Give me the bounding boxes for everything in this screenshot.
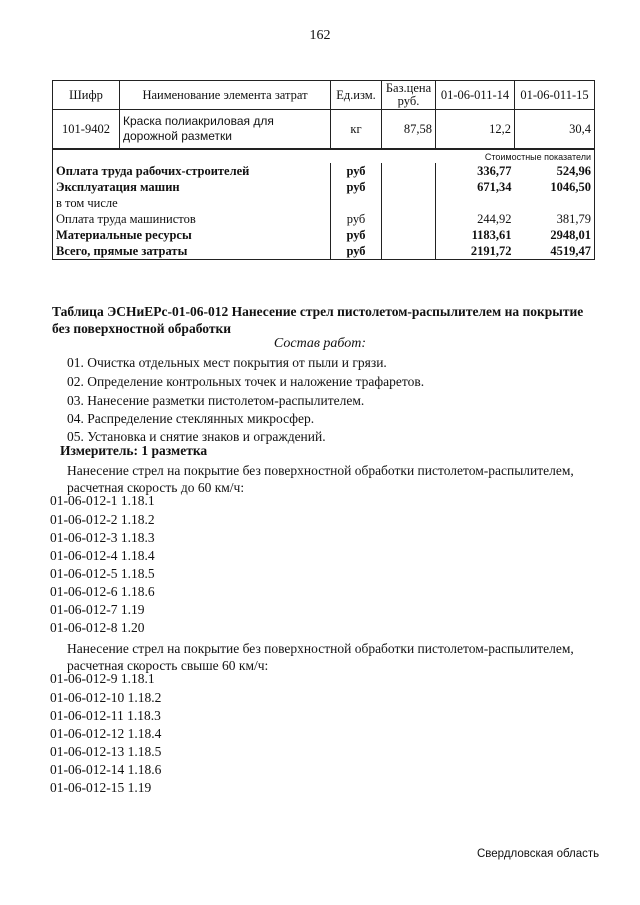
work-item: 02. Определение контрольных точек и наложение трафаретов. xyxy=(67,374,425,389)
header-name: Наименование элемента затрат xyxy=(120,81,331,110)
summary-label: Всего, прямые затраты xyxy=(53,243,331,260)
material-code: 101-9402 xyxy=(53,110,120,150)
group2-description: Нанесение стрел на покрытие без поверхностной обработки пистолетом-распылителем, расчетная скорость свыше 60 км/ч: xyxy=(67,641,574,673)
summary-v1: 671,34 xyxy=(477,179,512,194)
summary-label: Эксплуатация машин xyxy=(53,179,331,195)
summary-label: Оплата труда машинистов xyxy=(53,211,331,227)
code-line: 01-06-012-3 1.18.3 xyxy=(50,530,155,545)
summary-unit: руб xyxy=(331,211,382,227)
header-col1: 01-06-011-14 xyxy=(436,81,515,110)
summary-v1: 336,77 xyxy=(477,163,512,178)
summary-v1 xyxy=(436,195,515,211)
code-line: 01-06-012-1 1.18.1 xyxy=(50,493,155,508)
summary-v1: 244,92 xyxy=(477,211,512,226)
section-title: Таблица ЭСНиЕРс-01-06-012 Нанесение стрел пистолетом-распылителем на покрытие без поверхностной обработки xyxy=(52,304,584,336)
material-v2: 30,4 xyxy=(515,110,595,150)
summary-row xyxy=(53,195,595,211)
group1-description: Нанесение стрел на покрытие без поверхностной обработки пистолетом-распылителем, расчетная скорость до 60 км/ч: xyxy=(67,463,574,495)
summary-v2: 2948,01 xyxy=(515,227,595,243)
work-item: 04. Распределение стеклянных микросфер. xyxy=(67,411,315,426)
summary-row xyxy=(53,163,595,179)
work-item: 03. Нанесение разметки пистолетом-распылителем. xyxy=(67,393,365,408)
cost-table xyxy=(52,80,595,260)
summary-unit: руб xyxy=(331,227,382,243)
summary-row xyxy=(53,227,595,243)
table-header-row xyxy=(53,81,595,110)
summary-unit: руб xyxy=(331,163,382,179)
cost-label-row xyxy=(53,149,595,163)
material-v1: 12,2 xyxy=(436,110,515,150)
summary-v2: 4519,47 xyxy=(515,243,595,260)
work-item: 05. Установка и снятие знаков и ограждений. xyxy=(67,429,326,444)
material-price: 87,58 xyxy=(382,110,436,150)
summary-label: в том числе xyxy=(53,195,331,211)
cost-label: Стоимостные показатели xyxy=(53,149,595,163)
summary-unit: руб xyxy=(331,179,382,195)
work-item: 01. Очистка отдельных мест покрытия от пыли и грязи. xyxy=(67,355,387,370)
code-line: 01-06-012-15 1.19 xyxy=(50,780,152,795)
summary-label: Оплата труда рабочих-строителей xyxy=(53,163,331,179)
header-unit: Ед.изм. xyxy=(331,81,382,110)
unit-line: Измеритель: 1 разметка xyxy=(60,443,208,458)
summary-unit xyxy=(331,195,382,211)
summary-row xyxy=(53,179,595,195)
material-row xyxy=(53,110,595,150)
code-line: 01-06-012-14 1.18.6 xyxy=(50,762,162,777)
summary-unit: руб xyxy=(331,243,382,260)
code-line: 01-06-012-10 1.18.2 xyxy=(50,690,162,705)
summary-row xyxy=(53,243,595,260)
summary-label: Материальные ресурсы xyxy=(53,227,331,243)
summary-v2 xyxy=(515,195,595,211)
material-unit: кг xyxy=(331,110,382,150)
summary-v1: 2191,72 xyxy=(436,243,515,260)
works-heading: Состав работ: xyxy=(273,336,367,351)
code-line: 01-06-012-11 1.18.3 xyxy=(50,708,161,723)
code-line: 01-06-012-5 1.18.5 xyxy=(50,566,155,581)
code-line: 01-06-012-13 1.18.5 xyxy=(50,744,162,759)
code-line: 01-06-012-7 1.19 xyxy=(50,602,145,617)
header-col2: 01-06-011-15 xyxy=(515,81,595,110)
summary-row xyxy=(53,211,595,227)
region-footer: Свердловская область xyxy=(477,848,600,860)
code-line: 01-06-012-2 1.18.2 xyxy=(50,512,155,527)
summary-v1: 1183,61 xyxy=(471,227,512,242)
code-line: 01-06-012-12 1.18.4 xyxy=(50,726,162,741)
summary-v2: 381,79 xyxy=(515,211,595,227)
material-name: Краска полиакриловая для дорожной разметки xyxy=(120,110,331,150)
summary-v2: 1046,50 xyxy=(515,179,595,195)
code-line: 01-06-012-9 1.18.1 xyxy=(50,671,155,686)
code-line: 01-06-012-4 1.18.4 xyxy=(50,548,155,563)
code-line: 01-06-012-8 1.20 xyxy=(50,620,145,635)
code-line: 01-06-012-6 1.18.6 xyxy=(50,584,155,599)
page-number: 162 xyxy=(309,28,331,43)
summary-v2: 524,96 xyxy=(515,163,595,179)
header-price: Баз.цена руб. xyxy=(382,81,436,110)
header-code: Шифр xyxy=(53,81,120,110)
